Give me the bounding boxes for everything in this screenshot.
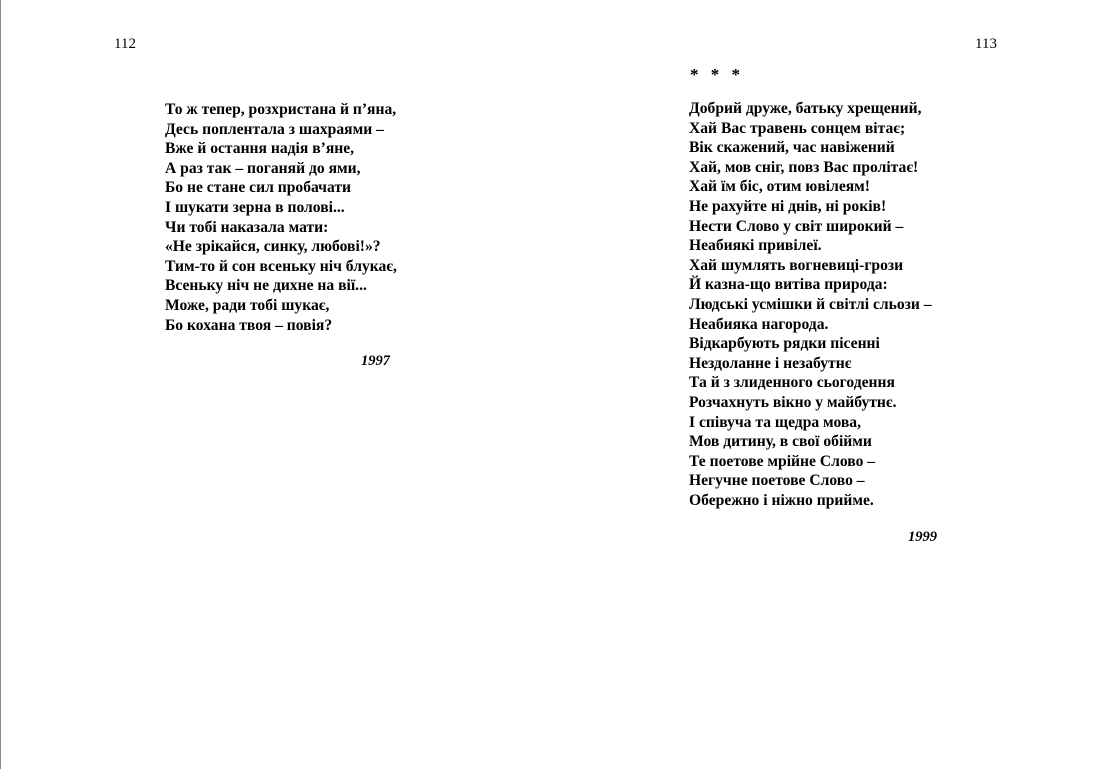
poem-line: Хай, мов сніг, повз Вас пролітає! [689, 158, 919, 176]
poem-line: Неабияка нагорода. [689, 315, 829, 333]
poem-line: Не рахуйте ні днів, ні років! [689, 197, 887, 215]
poem-line: Хай їм біс, отим ювілеям! [689, 178, 870, 196]
poem-line: Тим-то й сон всеньку ніч блукає, [165, 257, 397, 275]
asterism-separator: * * * [690, 65, 744, 84]
poem-line: Неабиякі привілеї. [689, 237, 822, 255]
poem-line: Всеньку ніч не дихне на вії... [165, 277, 367, 295]
poem-left [165, 100, 397, 335]
poem-line: Хай Вас травень сонцем вітає; [689, 119, 906, 137]
poem-line: Чи тобі наказала мати: [165, 218, 329, 236]
poem-line: Відкарбують рядки пісенні [689, 335, 880, 353]
poem-line: Обережно і ніжно прийме. [689, 491, 874, 509]
poem-line: Хай шумлять вогневиці-грози [689, 256, 904, 274]
poem-line: Негучне поетове Слово – [689, 472, 865, 490]
poem-line: Та й з злиденного сьогодення [689, 374, 895, 392]
page-number-left: 112 [114, 36, 136, 52]
poem-line: Нести Слово у світ широкий – [689, 217, 904, 235]
poem-line: Нездоланне і незабутнє [689, 354, 852, 372]
poem-line: Бо не стане сил пробачати [165, 179, 351, 197]
poem-line: Бо кохана твоя – повія? [165, 316, 333, 334]
poem-line: То ж тепер, розхристана й п’яна, [165, 101, 397, 118]
poem-line: Десь поплентала з шахраями – [165, 120, 384, 138]
poem-line: Те поетове мрійне Слово – [689, 452, 876, 470]
poem-date-left: 1997 [361, 353, 390, 369]
poem-line: І співуча та щедра мова, [689, 413, 862, 431]
poem-line: Вік скажений, час навіжений [689, 139, 895, 157]
page-number-right: 113 [975, 36, 997, 52]
poem-line: І шукати зерна в полові... [165, 198, 345, 216]
poem-line: Людські усмішки й світлі сльози – [689, 295, 932, 313]
poem-line: Добрий друже, батьку хрещений, [689, 100, 922, 117]
poem-line: Може, ради тобі шукає, [165, 296, 330, 314]
poem-line: «Не зрікайся, синку, любові!»? [165, 238, 381, 256]
poem-line: Розчахнуть вікно у майбутнє. [689, 393, 897, 411]
poem-line: Мов дитину, в свої обійми [689, 433, 872, 451]
poem-right [689, 99, 932, 510]
poem-line: А раз так – поганяй до ями, [165, 159, 361, 177]
poem-line: Й казна-що витіва природа: [689, 276, 888, 294]
poem-line: Вже й остання надія в’яне, [165, 140, 355, 158]
poem-date-right: 1999 [908, 529, 937, 545]
